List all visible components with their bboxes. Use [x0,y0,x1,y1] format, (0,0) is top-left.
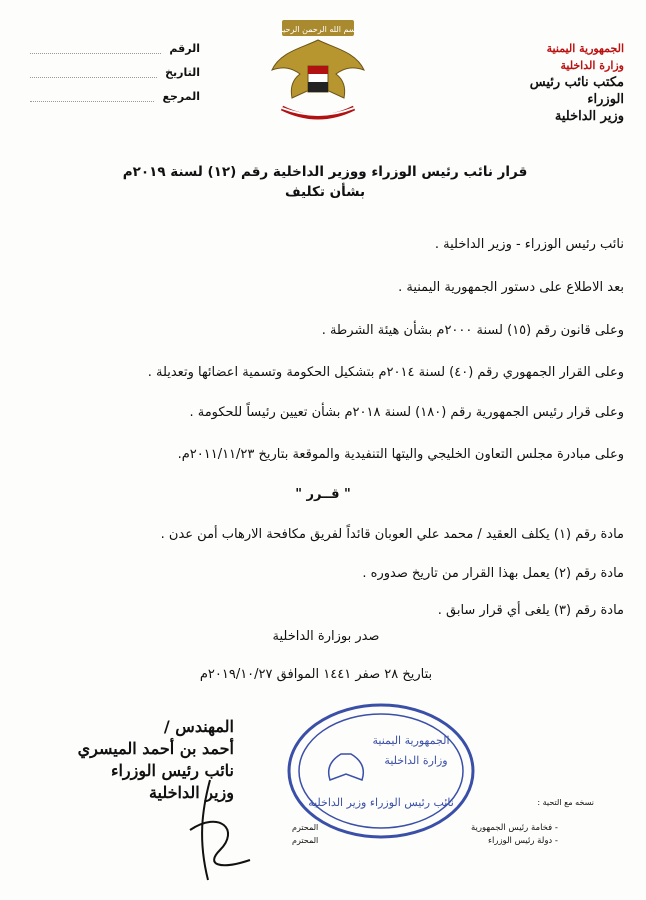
copies-heading: نسخه مع التحية : [537,798,594,807]
honorific-2: المحترم [292,836,319,845]
handwritten-signature-icon [150,770,270,890]
field-number-label: الرقم [169,41,200,55]
copy-item-pm-label: دولة رئيس الوزراء [487,836,553,846]
issued-date: بتاريخ ٢٨ صفر ١٤٤١ الموافق ٢٠١٩/١٠/٢٧م [199,667,433,682]
letterhead-country: الجمهورية اليمنية [546,42,624,55]
field-reference [30,84,200,108]
national-emblem [262,18,374,128]
field-date [30,60,200,84]
copy-item-pm: - دولة رئيس الوزراء [487,836,558,846]
signature-position-1: نائب رئيس الوزراء [110,761,234,780]
letterhead-minister: وزير الداخلية [554,109,624,124]
issuer-line: نائب رئيس الوزراء - وزير الداخلية . [434,237,624,252]
stamp-top-text: الجمهورية اليمنية [372,734,450,747]
stamp-bottom-text: نائب رئيس الوزراء وزير الداخلية [308,796,454,809]
copy-item-president-label: فخامة رئيس الجمهورية [471,823,553,833]
copies-list [418,822,558,848]
field-date-label: التاريخ [165,65,200,79]
letterhead-office: مكتب نائب رئيس الوزراء [529,75,624,107]
recital-3: وعلى القرار الجمهوري رقم (٤٠) لسنة ٢٠١٤م بتشكيل الحكومة وتسمية اعضائها وتعديلة . [147,365,624,380]
emblem-banner-text: بسم الله الرحمن الرحيم [277,25,359,34]
decree-title-line2: بشأن تكليف [284,184,366,200]
official-stamp [286,702,476,840]
signature-title: المهندس / [163,717,234,736]
reference-fields [30,36,200,108]
honorific-1: المحترم [292,823,319,832]
stamp-seal-icon [286,702,476,840]
decree-title-line1: قرار نائب رئيس الوزراء ووزير الداخلية رقم (١٢) لسنة ٢٠١٩م [122,164,528,180]
issued-at: صدر بوزارة الداخلية [272,629,380,644]
article-2: مادة رقم (٢) يعمل بهذا القرار من تاريخ صدوره . [362,566,624,581]
signature-name: أحمد بن أحمد الميسري [77,739,234,758]
copy-item-president: - فخامة رئيس الجمهورية [471,823,558,833]
letterhead-ministry: وزارة الداخلية [560,59,624,72]
article-3: مادة رقم (٣) يلغى أي قرار سابق . [437,603,624,618]
recital-2: وعلى قانون رقم (١٥) لسنة ٢٠٠٠م بشأن هيئة الشرطة . [321,323,624,338]
decree-title [120,162,530,202]
decided-heading: " قــرر " [295,487,351,502]
article-1: مادة رقم (١) يكلف العقيد / محمد علي العوبان قائداً لفريق مكافحة الارهاب أمن عدن . [160,527,624,542]
field-reference-label: المرجع [162,89,200,103]
field-number [30,36,200,60]
letterhead-right [504,40,624,125]
eagle-emblem-icon [262,18,374,128]
recital-1: بعد الاطلاع على دستور الجمهورية اليمنية . [398,280,624,295]
recital-4: وعلى قرار رئيس الجمهورية رقم (١٨٠) لسنة ٢٠١٨م بشأن تعيين رئيساً للحكومة . [189,405,624,420]
recital-5: وعلى مبادرة مجلس التعاون الخليجي واليتها التنفيدية والموقعة بتاريخ ٢٠١١/١١/٢٣م. [177,447,624,462]
stamp-mid-text: وزارة الداخلية [384,754,448,767]
signature-position-2: وزير الداخلية [148,783,234,802]
